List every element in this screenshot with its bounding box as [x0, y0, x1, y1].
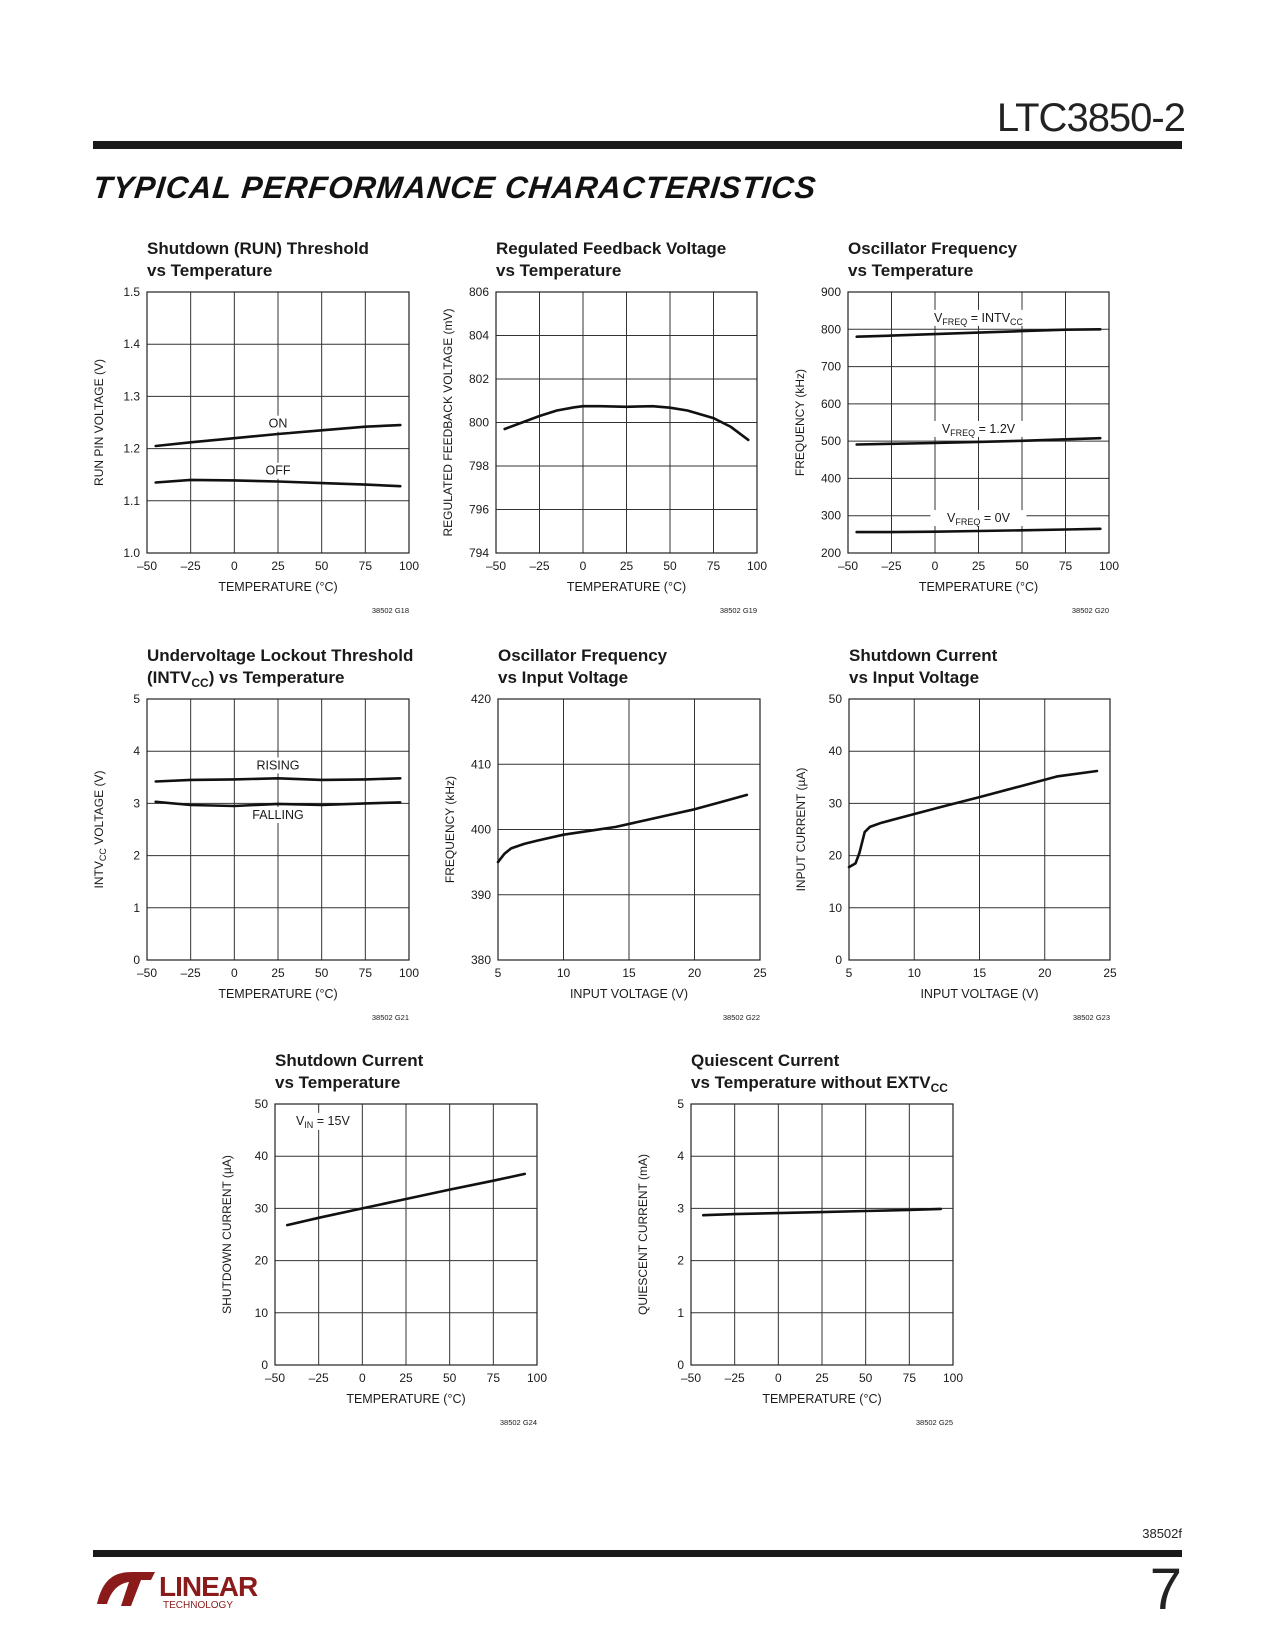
y-tick-label: 500 — [820, 434, 841, 449]
x-tick-label: 100 — [398, 559, 420, 573]
logo-text: LINEAR — [159, 1571, 258, 1602]
x-tick-label: 0 — [931, 559, 939, 573]
y-tick-label: 1 — [677, 1305, 684, 1320]
x-tick-label: 75 — [902, 1371, 917, 1385]
y-tick-label: 400 — [820, 471, 841, 486]
x-tick-label: 25 — [399, 1371, 413, 1385]
chart-title: Shutdown (RUN) Threshold — [147, 239, 369, 258]
y-tick-label: 20 — [828, 848, 842, 863]
y-tick-label: 0 — [133, 953, 140, 967]
y-tick-label: 796 — [468, 502, 489, 517]
annotation-label: $V_{IN} = 15V$ — [295, 1113, 350, 1130]
y-tick-label: 5 — [133, 692, 140, 706]
chart-title: Shutdown Current — [275, 1051, 424, 1070]
chart-g24 — [220, 1051, 547, 1427]
chart-title: Undervoltage Lockout Threshold — [147, 646, 414, 665]
x-tick-label: 25 — [815, 1371, 829, 1385]
y-tick-label: 390 — [470, 887, 491, 902]
figure-code: 38502 G22 — [722, 1013, 760, 1022]
x-tick-label: 15 — [972, 966, 987, 980]
footer-rule — [93, 1550, 1182, 1557]
y-tick-label: 300 — [820, 508, 841, 523]
y-tick-label: 4 — [133, 744, 140, 759]
x-tick-label: –25 — [180, 559, 201, 573]
x-axis-label: TEMPERATURE (°C) — [566, 580, 687, 594]
chart-subtitle: vs Input Voltage — [849, 668, 980, 687]
y-tick-label: 380 — [470, 953, 491, 967]
y-axis-label: SHUTDOWN CURRENT (µA) — [220, 1155, 234, 1314]
x-tick-label: 5 — [494, 966, 502, 980]
x-tick-label: 0 — [230, 966, 238, 980]
x-tick-label: 75 — [1058, 559, 1073, 573]
chart-g20 — [793, 239, 1119, 615]
y-tick-label: 50 — [254, 1097, 268, 1111]
y-tick-label: 410 — [470, 757, 491, 772]
x-tick-label: 50 — [663, 559, 677, 573]
x-axis-label: TEMPERATURE (°C) — [218, 987, 338, 1001]
chart-title: Oscillator Frequency — [848, 239, 1018, 258]
x-tick-label: 50 — [442, 1371, 457, 1385]
y-tick-label: 5 — [677, 1097, 684, 1111]
x-tick-label: 0 — [230, 559, 238, 573]
y-tick-label: 10 — [254, 1305, 268, 1320]
chart-title: Oscillator Frequency — [498, 646, 668, 665]
logo-mark-icon — [97, 1572, 155, 1606]
x-tick-label: 50 — [1015, 559, 1029, 573]
x-tick-label: 50 — [858, 1371, 873, 1385]
figure-code: 38502 G21 — [371, 1013, 409, 1022]
x-tick-label: 10 — [907, 966, 921, 980]
x-axis-label: TEMPERATURE (°C) — [918, 580, 1039, 594]
chart-g23 — [794, 646, 1117, 1022]
page-number: 7 — [1149, 1557, 1182, 1622]
part-number: LTC3850-2 — [996, 96, 1185, 140]
figure-code: 38502 G18 — [371, 606, 409, 615]
x-tick-label: –50 — [837, 559, 859, 573]
y-tick-label: 30 — [828, 796, 842, 811]
y-tick-label: 0 — [835, 953, 842, 967]
x-tick-label: –50 — [264, 1371, 286, 1385]
y-tick-label: 1.4 — [123, 337, 140, 352]
y-tick-label: 2 — [133, 848, 140, 863]
y-tick-label: 4 — [677, 1149, 684, 1164]
x-tick-label: 0 — [358, 1371, 366, 1385]
x-axis-label: TEMPERATURE (°C) — [218, 580, 338, 594]
chart-g22 — [443, 646, 767, 1022]
chart-title: Quiescent Current — [691, 1051, 840, 1070]
y-tick-label: 802 — [468, 372, 489, 386]
y-axis-label: FREQUENCY (kHz) — [443, 775, 457, 884]
y-tick-label: 3 — [677, 1201, 684, 1216]
chart-title: Regulated Feedback Voltage — [496, 239, 727, 258]
chart-subtitle: vs Temperature — [275, 1073, 401, 1092]
y-axis-label: FREQUENCY (kHz) — [793, 368, 807, 477]
annotation-label: ON — [268, 416, 288, 431]
y-tick-label: 1.5 — [123, 285, 140, 299]
y-tick-label: 30 — [254, 1201, 268, 1216]
x-tick-label: 25 — [1103, 966, 1117, 980]
y-tick-label: 1.0 — [123, 546, 140, 560]
x-tick-label: 100 — [1098, 559, 1120, 573]
y-tick-label: 900 — [820, 285, 841, 299]
y-tick-label: 798 — [468, 459, 489, 473]
y-tick-label: 794 — [468, 546, 489, 560]
y-tick-label: 800 — [468, 415, 489, 430]
figure-code: 38502 G23 — [1072, 1013, 1110, 1022]
figure-code: 38502 G25 — [915, 1418, 953, 1427]
annotation-label: RISING — [256, 758, 300, 773]
annotation-label: OFF — [265, 463, 291, 478]
y-tick-label: 40 — [254, 1149, 268, 1164]
x-tick-label: 0 — [579, 559, 587, 573]
y-tick-label: 600 — [820, 396, 841, 411]
y-tick-label: 50 — [828, 692, 842, 706]
x-tick-label: –25 — [529, 559, 550, 573]
x-tick-label: 20 — [687, 966, 702, 980]
x-tick-label: 25 — [619, 559, 634, 573]
x-axis-label: INPUT VOLTAGE (V) — [569, 987, 689, 1001]
y-tick-label: 3 — [133, 796, 140, 811]
y-tick-label: 700 — [820, 359, 841, 374]
chart-g25 — [636, 1051, 963, 1427]
chart-subtitle: vs Temperature — [848, 261, 974, 280]
x-tick-label: –25 — [308, 1371, 329, 1385]
linear-technology-logo — [93, 1566, 263, 1612]
y-tick-label: 1 — [133, 900, 140, 915]
chart-title: Shutdown Current — [849, 646, 998, 665]
x-tick-label: 50 — [314, 966, 329, 980]
chart-subtitle: vs Temperature — [147, 261, 273, 280]
x-tick-label: –25 — [724, 1371, 745, 1385]
y-axis-label: RUN PIN VOLTAGE (V) — [92, 359, 106, 486]
x-tick-label: –50 — [485, 559, 507, 573]
figure-code: 38502 G19 — [719, 606, 757, 615]
x-tick-label: 0 — [774, 1371, 782, 1385]
x-axis-label: TEMPERATURE (°C) — [346, 1392, 466, 1406]
series-line — [849, 771, 1097, 867]
chart-g19 — [441, 239, 767, 615]
section-title: TYPICAL PERFORMANCE CHARACTERISTICS — [91, 170, 819, 205]
x-tick-label: 25 — [971, 559, 986, 573]
y-tick-label: 0 — [261, 1358, 268, 1372]
series-line — [498, 795, 747, 862]
chart-g18 — [92, 239, 419, 615]
x-tick-label: 25 — [271, 966, 285, 980]
x-tick-label: 75 — [358, 559, 373, 573]
y-tick-label: 200 — [820, 546, 841, 560]
x-tick-label: –50 — [680, 1371, 702, 1385]
chart-g21 — [92, 646, 419, 1022]
annotation-label: $V_{FREQ}$ = $INTV_{CC}$ — [933, 310, 1024, 327]
y-axis-label: QUIESCENT CURRENT (mA) — [636, 1154, 650, 1315]
y-axis-label: REGULATED FEEDBACK VOLTAGE (mV) — [441, 308, 455, 537]
x-tick-label: –50 — [136, 966, 158, 980]
y-tick-label: 20 — [254, 1253, 268, 1268]
annotation-label: FALLING — [252, 808, 304, 823]
y-tick-label: 10 — [828, 900, 842, 915]
y-tick-label: 400 — [470, 822, 491, 837]
x-tick-label: 50 — [314, 559, 329, 573]
x-tick-label: 15 — [622, 966, 636, 980]
x-tick-label: 100 — [746, 559, 768, 573]
x-tick-label: 75 — [706, 559, 721, 573]
x-tick-label: –50 — [136, 559, 158, 573]
chart-subtitle: $(INTV_{CC})$ vs Temperature — [147, 668, 345, 690]
x-tick-label: 5 — [845, 966, 853, 980]
y-tick-label: 804 — [468, 328, 489, 343]
y-axis-label: INPUT CURRENT (µA) — [794, 767, 808, 892]
x-axis-label: TEMPERATURE (°C) — [762, 1392, 882, 1406]
x-tick-label: 10 — [556, 966, 571, 980]
y-tick-label: 1.3 — [123, 389, 140, 404]
y-tick-label: 1.2 — [123, 441, 140, 456]
x-axis-label: INPUT VOLTAGE (V) — [920, 987, 1039, 1001]
x-tick-label: 20 — [1038, 966, 1052, 980]
chart-subtitle: vs Temperature without $EXTV_{CC}$ — [691, 1073, 948, 1095]
y-tick-label: 1.1 — [123, 493, 140, 508]
y-tick-label: 0 — [677, 1358, 684, 1372]
figure-code: 38502 G20 — [1071, 606, 1109, 615]
x-tick-label: 75 — [486, 1371, 501, 1385]
y-tick-label: 40 — [828, 744, 842, 759]
doc-code: 38502f — [1142, 1526, 1182, 1541]
y-tick-label: 800 — [820, 322, 841, 337]
y-tick-label: 2 — [677, 1253, 684, 1268]
x-tick-label: –25 — [881, 559, 902, 573]
logo-subtext: TECHNOLOGY — [163, 1600, 234, 1611]
annotation-label: $V_{FREQ} = 0V$ — [947, 511, 1010, 528]
x-tick-label: 75 — [358, 966, 373, 980]
figure-code: 38502 G24 — [499, 1418, 537, 1427]
x-tick-label: 100 — [942, 1371, 964, 1385]
y-axis-label: $INTV_{CC}$ VOLTAGE (V) — [92, 770, 108, 889]
chart-subtitle: vs Temperature — [496, 261, 622, 280]
x-tick-label: 25 — [753, 966, 767, 980]
y-tick-label: 420 — [470, 692, 491, 706]
x-tick-label: 100 — [526, 1371, 548, 1385]
annotation-label: $V_{FREQ} = 1.2V$ — [941, 421, 1016, 438]
x-tick-label: –25 — [180, 966, 201, 980]
x-tick-label: 25 — [271, 559, 285, 573]
chart-subtitle: vs Input Voltage — [498, 668, 629, 687]
y-tick-label: 806 — [468, 285, 489, 299]
x-tick-label: 100 — [398, 966, 420, 980]
